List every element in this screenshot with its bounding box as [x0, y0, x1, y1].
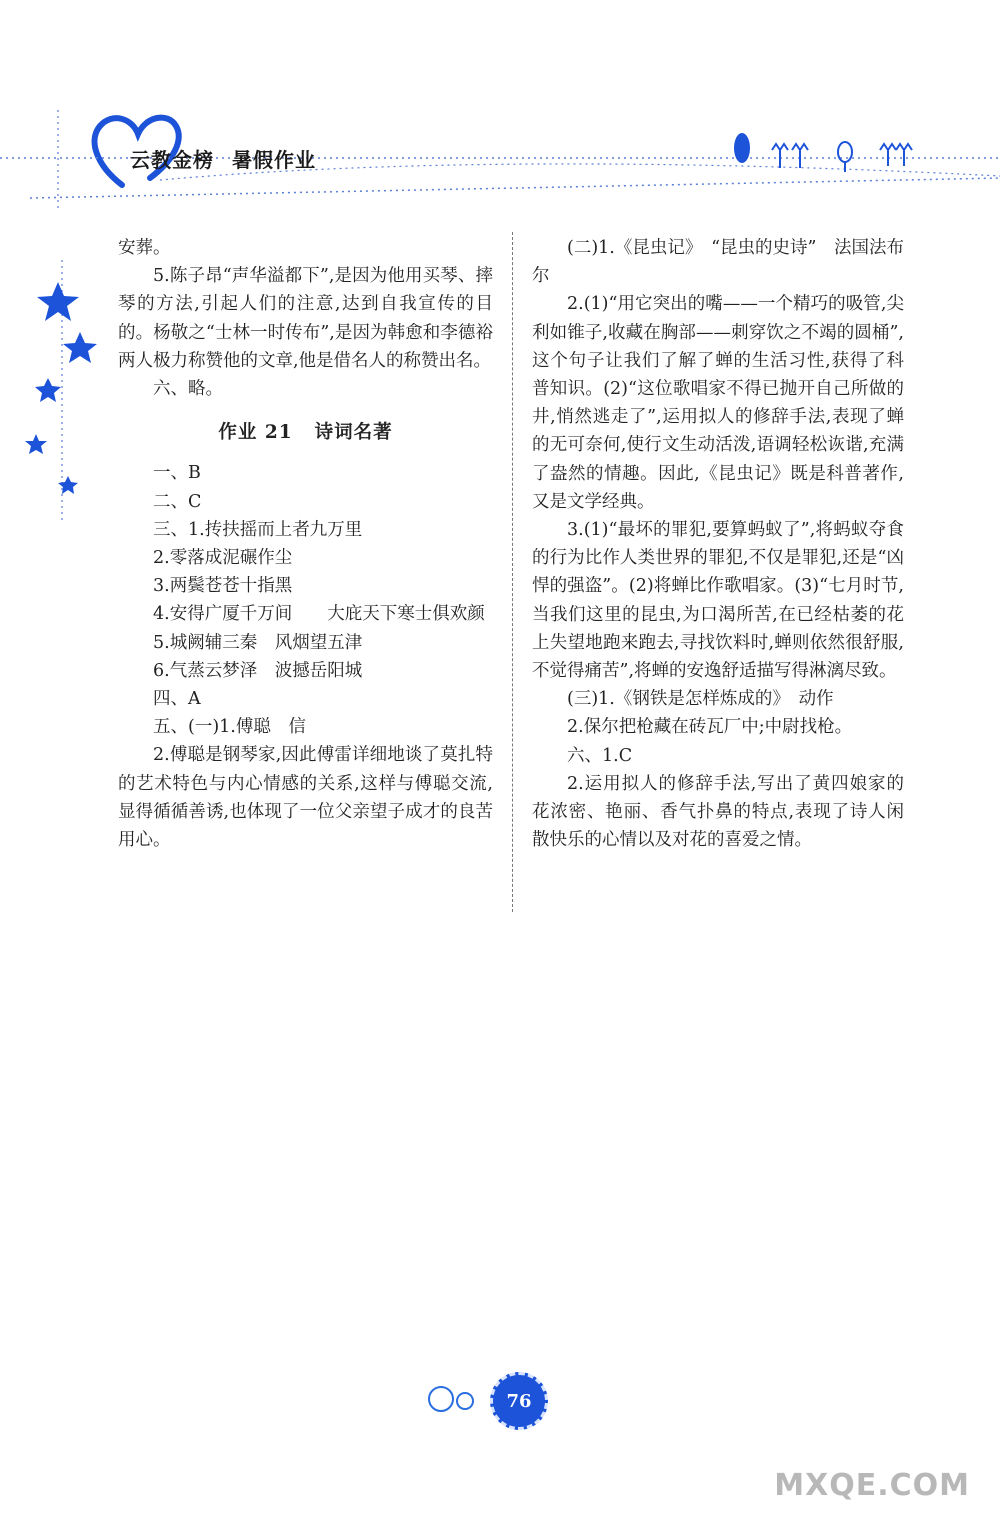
- leaf-icon: [838, 142, 852, 162]
- star-icon: [63, 332, 97, 363]
- section-title: 诗词名著: [314, 422, 393, 444]
- answer-item: 5.城阙辅三秦 风烟望五津: [153, 632, 363, 653]
- section-heading: [118, 419, 493, 447]
- paragraph: (二)1.《昆虫记》 “昆虫的史诗” 法国法布尔: [532, 238, 904, 287]
- paragraph: 2.运用拟人的修辞手法,写出了黄四娘家的花浓密、艳丽、香气扑鼻的特点,表现了诗人闲散快乐的心情以及对花的喜爱之情。: [532, 773, 904, 851]
- star-icon: [37, 282, 79, 321]
- paragraph: 5.陈子昂“声华溢都下”,是因为他用买琴、摔琴的方法,引起人们的注意,达到自我宣传的目的。杨敬之“士林一时传布”,是因为韩愈和李德裕两人极力称赞他的文章,他是借名人的称赞出名。: [118, 266, 493, 371]
- answer-item: 四、A: [153, 689, 201, 710]
- paragraph: (三)1.《钢铁是怎样炼成的》 动作: [567, 689, 834, 710]
- answer-item: 五、(一)1.傅聪 信: [153, 717, 306, 738]
- leaf-icon: [734, 133, 750, 163]
- answer-item: 2.零落成泥碾作尘: [153, 548, 293, 569]
- star-decorations: [0, 260, 110, 520]
- header-decoration: [0, 0, 1000, 215]
- brand-name: 云教金榜: [130, 148, 214, 172]
- paragraph: 2.(1)“用它突出的嘴——一个精巧的吸管,尖利如锥子,收藏在胸部——刺穿饮之不竭的圆桶”,这个句子让我们了解了蝉的生活习性,获得了科普知识。(2)“这位歌唱家不得已抛开自己所做的井,悄然逃走了”,运用拟人的修辞手法,表现了蝉的无可奈何,使行文生动活泼,语调轻松诙谐,充满了盎然的情趣。因此,《昆虫记》既是科普著作,又是文学经典。: [532, 294, 904, 512]
- answer-item: 三、1.抟扶摇而上者九万里: [153, 519, 363, 540]
- circle-decoration: [456, 1392, 474, 1410]
- section-number: 作业 21: [218, 422, 293, 444]
- answer-item: 3.两鬓苍苍十指黑: [153, 576, 293, 597]
- page-number: 76: [490, 1372, 548, 1430]
- watermark: MXQE.COM: [774, 1468, 970, 1503]
- brand-title: [130, 144, 316, 173]
- tulip-icon: [772, 144, 808, 168]
- star-icon: [35, 378, 61, 402]
- column-divider: [512, 232, 513, 912]
- answer-item: 一、B: [153, 463, 201, 484]
- page-header: [0, 0, 1000, 215]
- answer-item: 6.气蒸云梦泽 波撼岳阳城: [153, 660, 363, 681]
- paragraph: 3.(1)“最坏的罪犯,要算蚂蚁了”,将蚂蚁夺食的行为比作人类世界的罪犯,不仅是罪犯,还是“凶悍的强盗”。(2)将蝉比作歌唱家。(3)“七月时节,当我们这里的昆虫,为口渴所苦,在已经枯萎的花上失望地跑来跑去,寻找饮料时,蝉则依然很舒服,不觉得痛苦”,将蝉的安逸舒适描写得淋漓尽致。: [532, 520, 904, 682]
- paragraph: 安葬。: [118, 238, 171, 258]
- star-icon: [25, 434, 47, 454]
- answer-item: 4.安得广厦千万间 大庇天下寒士俱欢颜: [153, 604, 485, 625]
- star-icon: [58, 476, 78, 494]
- right-column: [532, 234, 904, 854]
- tulip-icon: [880, 144, 912, 166]
- brand-subtitle: 暑假作业: [232, 148, 316, 172]
- answer-item: 二、C: [153, 491, 202, 512]
- paragraph: 六、略。: [153, 379, 223, 400]
- answer-item: 2.傅聪是钢琴家,因此傅雷详细地谈了莫扎特的艺术特色与内心情感的关系,这样与傅聪交流,显得循循善诱,也体现了一位父亲望子成才的良苦用心。: [118, 745, 493, 851]
- circle-decoration: [428, 1386, 454, 1412]
- paragraph: 六、1.C: [567, 745, 633, 766]
- left-column: [118, 234, 493, 854]
- paragraph: 2.保尔把枪藏在砖瓦厂中;中尉找枪。: [567, 717, 853, 738]
